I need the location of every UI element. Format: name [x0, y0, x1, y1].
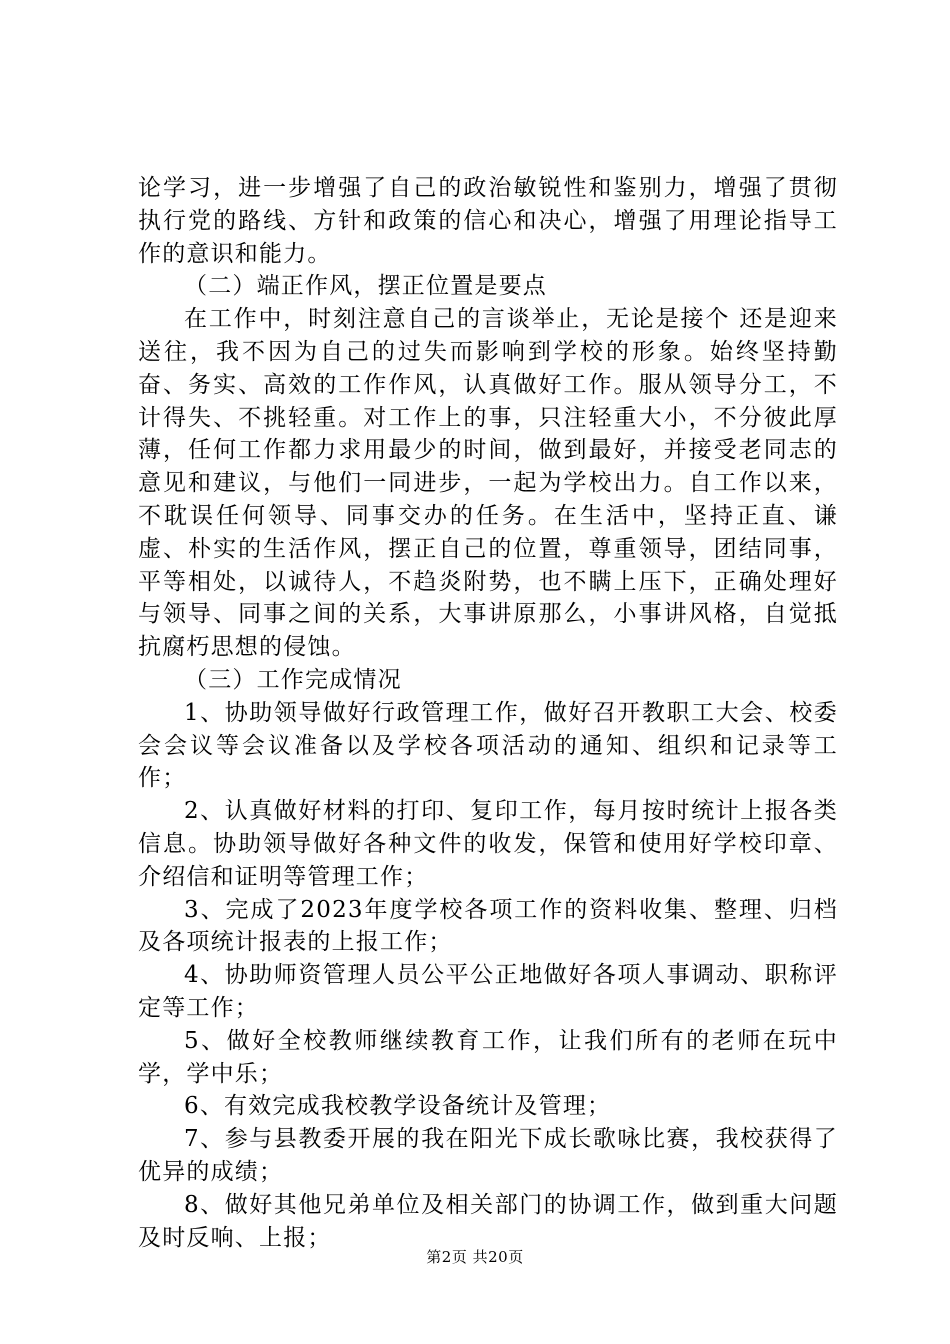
- list-item-1: 1、协助领导做好行政管理工作，做好召开教职工大会、校委会会议等会议准备以及学校各项活动的通知、组织和记录等工作；: [138, 699, 838, 792]
- paragraph-work-style: 在工作中，时刻注意自己的言谈举止，无论是接个 还是迎来送往，我不因为自己的过失而影响到学校的形象。始终坚持勤奋、务实、高效的工作作风，认真做好工作。服从领导分工，不计得失、不挑轻重。对工作上的事，只注轻重大小，不分彼此厚薄，任何工作都力求用最少的时间，做到最好，并接受老同志的意见和建议，与他们一同进步，一起为学校出力。自工作以来，不耽误任何领导、同事交办的任务。在生活中，坚持正直、谦虚、朴实的生活作风，摆正自己的位置，尊重领导，团结同事，平等相处，以诚待人，不趋炎附势，也不瞒上压下，正确处理好与领导、同事之间的关系，大事讲原那么，小事讲风格，自觉抵抗腐朽思想的侵蚀。: [138, 306, 838, 661]
- list-item-7: 7、参与县教委开展的我在阳光下成长歌咏比赛，我校获得了优异的成绩；: [138, 1126, 838, 1185]
- list-item-5: 5、做好全校教师继续教育工作，让我们所有的老师在玩中学，学中乐；: [138, 1027, 838, 1087]
- page-footer: 第2页 共20页: [426, 1248, 524, 1266]
- document-body: [138, 172, 838, 1254]
- list-item-3: 3、完成了2023年度学校各项工作的资料收集、整理、归档及各项统计报表的上报工作；: [138, 896, 838, 956]
- section-heading-3: （三）工作完成情况: [184, 666, 402, 693]
- list-item-6: 6、有效完成我校教学设备统计及管理；: [184, 1093, 612, 1120]
- list-item-4: 4、协助师资管理人员公平公正地做好各项人事调动、职称评定等工作；: [138, 962, 838, 1021]
- section-heading-2: （二）端正作风，摆正位置是要点: [184, 273, 547, 300]
- paragraph-continuation: 论学习，进一步增强了自己的政治敏锐性和鉴别力，增强了贯彻执行党的路线、方针和政策的信心和决心，增强了用理论指导工作的意识和能力。: [138, 175, 838, 267]
- list-item-2: 2、认真做好材料的打印、复印工作，每月按时统计上报各类信息。协助领导做好各种文件的收发，保管和使用好学校印章、介绍信和证明等管理工作；: [138, 798, 838, 890]
- list-item-8: 8、做好其他兄弟单位及相关部门的协调工作，做到重大问题及时反响、上报；: [138, 1191, 838, 1251]
